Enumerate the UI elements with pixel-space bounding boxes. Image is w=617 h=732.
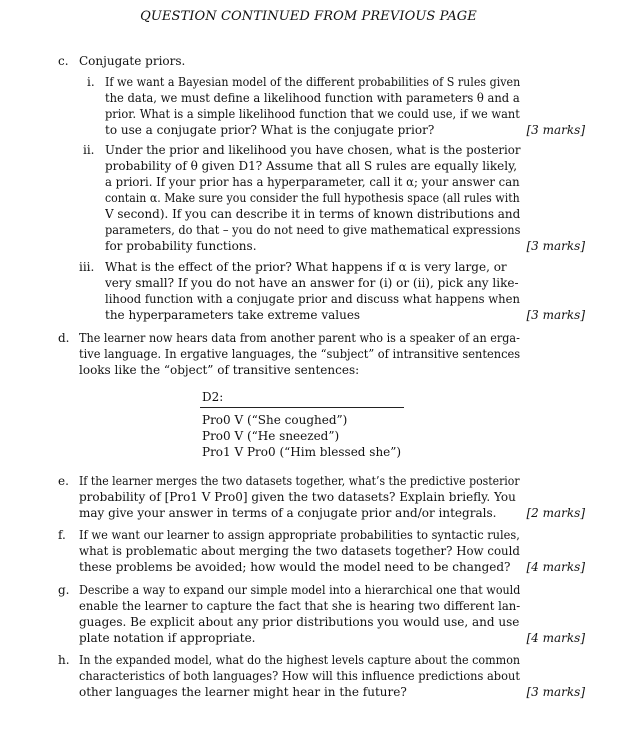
question-c-iii-label: iii. — [79, 260, 95, 274]
question-c-i-text — [105, 74, 554, 138]
marks-h: [3 marks] — [526, 685, 585, 699]
marks-e: [2 marks] — [526, 506, 585, 520]
question-c-title: Conjugate priors. — [79, 54, 186, 68]
marks-c-iii: [3 marks] — [526, 308, 585, 322]
dataset-d2-divider — [200, 407, 404, 408]
text-line: Describe a way to expand our simple model into a hierarchical one that would — [79, 583, 521, 597]
text-line: the hyperparameters take extreme values — [105, 308, 361, 322]
dataset-d2-row: Pro0 V (“She coughed”) — [202, 413, 348, 427]
page-header: QUESTION CONTINUED FROM PREVIOUS PAGE — [140, 9, 477, 24]
text-line: what is problematic about merging the two datasets together? How could — [79, 544, 520, 558]
question-h-text — [79, 652, 554, 700]
text-line: to use a conjugate prior? What is the conjugate prior? — [105, 123, 435, 137]
text-span: the data, we must define a likelihood function with parameters θ and a — [105, 91, 520, 105]
question-g-label: g. — [58, 583, 70, 597]
question-c-iii-text — [105, 259, 536, 323]
text-line: enable the learner to capture the fact that she is hearing two different lan- — [79, 599, 521, 613]
question-e-text — [79, 473, 564, 521]
text-line: probability of [Pro1 V Pro0] given the two datasets? Explain briefly. You — [79, 490, 516, 504]
question-c-ii-label: ii. — [83, 143, 95, 157]
text-line: If we want a Bayesian model of the different probabilities of S rules given — [105, 75, 521, 89]
question-f-text — [79, 527, 543, 575]
dataset-d2-row: Pro1 V Pro0 (“Him blessed she”) — [202, 445, 402, 459]
text-line: plate notation if appropriate. — [79, 631, 256, 645]
text-line: guages. Be explicit about any prior distributions you would use, and use — [79, 615, 520, 629]
question-e-label: e. — [58, 474, 69, 488]
text-line: If we want our learner to assign appropriate probabilities to syntactic rules, — [79, 528, 520, 542]
question-c-ii-text — [105, 142, 559, 254]
text-line: In the expanded model, what do the highest levels capture about the common — [79, 653, 521, 667]
text-line: lihood function with a conjugate prior and discuss what happens when — [105, 292, 520, 306]
text-line: prior. What is a simple likelihood function that we could use, if we want — [105, 107, 520, 121]
question-h-label: h. — [58, 653, 70, 667]
marks-g: [4 marks] — [526, 631, 585, 645]
question-g-text — [79, 582, 555, 646]
text-line: parameters, do that – you do not need to give mathematical expressions — [105, 223, 521, 237]
question-c-label: c. — [58, 54, 69, 68]
text-line: probability of θ given D1? Assume that all S rules are equally likely, — [105, 159, 518, 173]
text-line: characteristics of both languages? How will this influence predictions about — [79, 669, 520, 683]
text-line: other languages the learner might hear in the future? — [79, 685, 407, 699]
question-d-label: d. — [58, 331, 70, 345]
dataset-d2-row: Pro0 V (“He sneezed”) — [202, 429, 340, 443]
text-line: very small? If you do not have an answer for (i) or (ii), pick any like- — [105, 276, 519, 290]
text-line: contain α. Make sure you consider the full hypothesis space (all rules with — [105, 191, 520, 205]
question-d-text — [79, 330, 551, 378]
dataset-d2-table — [200, 389, 404, 460]
marks-f: [4 marks] — [526, 560, 585, 574]
marks-c-i: [3 marks] — [526, 123, 585, 137]
text-line: V second). If you can describe it in terms of known distributions and — [105, 207, 521, 221]
text-line: What is the effect of the prior? What happens if α is very large, or — [105, 260, 507, 274]
text-line: looks like the “object” of transitive sentences: — [79, 363, 360, 377]
text-line: for probability functions. — [105, 239, 257, 253]
text-line: The learner now hears data from another parent who is a speaker of an erga- — [79, 331, 520, 345]
text-line: If the learner merges the two datasets together, what’s the predictive posterior — [79, 474, 520, 488]
text-line: Under the prior and likelihood you have chosen, what is the posterior — [105, 143, 521, 157]
marks-c-ii: [3 marks] — [526, 239, 585, 253]
text-line: a priori. If your prior has a hyperparameter, call it α; your answer can — [105, 175, 520, 189]
text-line: may give your answer in terms of a conjugate prior and/or integrals. — [79, 506, 497, 520]
dataset-d2-title: D2: — [202, 390, 224, 404]
text-line: tive language. In ergative languages, the “subject” of intransitive sentences — [79, 347, 521, 361]
question-c-i-label: i. — [87, 75, 95, 89]
text-line — [105, 90, 537, 106]
text-line: these problems be avoided; how would the model need to be changed? — [79, 560, 511, 574]
question-f-label: f. — [58, 528, 66, 542]
